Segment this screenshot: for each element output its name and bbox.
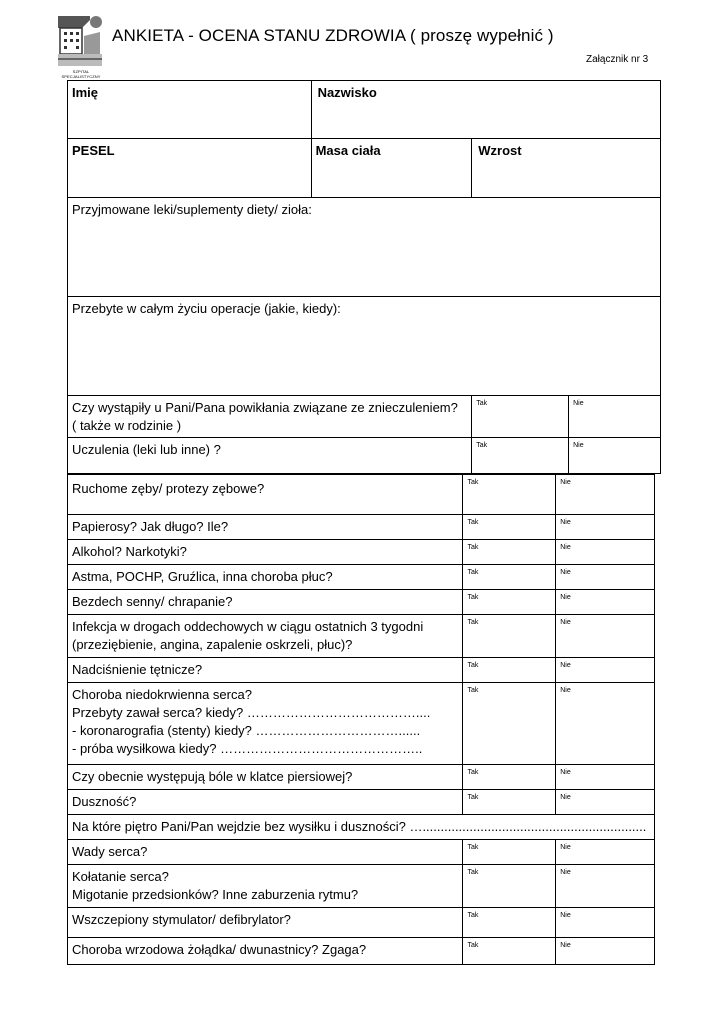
no-checkbox[interactable]: Nie <box>556 790 655 815</box>
page-title: ANKIETA - OCENA STANU ZDROWIA ( proszę wypełnić ) <box>112 26 554 45</box>
question-text: Duszność? <box>72 794 137 809</box>
weight-field[interactable] <box>311 139 472 198</box>
question-text: (przeziębienie, angina, zapalenie oskrzeli, płuc)? <box>72 637 353 652</box>
question-text: Choroba wrzodowa żołądka/ dwunastnicy? Zgaga? <box>72 942 367 957</box>
no-checkbox[interactable]: Nie <box>569 438 661 474</box>
no-checkbox[interactable]: Nie <box>556 515 655 540</box>
no-checkbox[interactable]: Nie <box>556 865 655 908</box>
yes-checkbox[interactable]: Tak <box>463 790 556 815</box>
question-stairs[interactable] <box>68 815 655 840</box>
question-respiratory-infection <box>68 615 463 658</box>
personal-data-table <box>67 80 661 474</box>
yes-checkbox[interactable]: Tak <box>463 765 556 790</box>
question-allergies <box>68 438 472 474</box>
last-name-field[interactable] <box>311 81 660 139</box>
yes-checkbox[interactable]: Tak <box>463 565 556 590</box>
question-ulcer <box>68 938 463 965</box>
yes-checkbox[interactable]: Tak <box>463 590 556 615</box>
question-alcohol <box>68 540 463 565</box>
question-text: Alkohol? Narkotyki? <box>72 544 187 559</box>
question-text: Na które piętro Pani/Pan wejdzie bez wysiłku i duszności? ….............................................................. <box>72 819 647 834</box>
question-chest-pain <box>68 765 463 790</box>
no-checkbox[interactable]: Nie <box>556 658 655 683</box>
question-text: Kołatanie serca? <box>72 869 169 884</box>
surgeries-field[interactable] <box>68 297 661 396</box>
yes-checkbox[interactable]: Tak <box>463 865 556 908</box>
question-dyspnea <box>68 790 463 815</box>
yes-checkbox[interactable]: Tak <box>463 938 556 965</box>
first-name-field[interactable] <box>68 81 312 139</box>
yes-checkbox[interactable]: Tak <box>463 908 556 938</box>
question-text: Uczulenia (leki lub inne) ? <box>72 442 221 457</box>
yes-checkbox[interactable]: Tak <box>472 396 569 438</box>
question-text: Astma, POCHP, Gruźlica, inna choroba płuc? <box>72 569 333 584</box>
question-text: Czy obecnie występują bóle w klatce piersiowej? <box>72 769 353 784</box>
question-text: - próba wysiłkowa kiedy? ……………………………………….. <box>72 741 423 756</box>
health-questions-table <box>67 474 655 965</box>
yes-checkbox[interactable]: Tak <box>463 683 556 765</box>
yes-checkbox[interactable]: Tak <box>472 438 569 474</box>
question-smoking <box>68 515 463 540</box>
question-hypertension <box>68 658 463 683</box>
no-checkbox[interactable]: Nie <box>556 475 655 515</box>
question-text: Nadciśnienie tętnicze? <box>72 662 203 677</box>
weight-label: Masa ciała <box>315 143 381 158</box>
last-name-label: Nazwisko <box>317 85 377 100</box>
yes-checkbox[interactable]: Tak <box>463 475 556 515</box>
question-text: Czy wystąpiły u Pani/Pana powikłania związane ze znieczuleniem? <box>72 400 458 415</box>
question-text: Przebyty zawał serca? kiedy? ………………………………….... <box>72 705 431 720</box>
first-name-label: Imię <box>72 85 99 100</box>
question-pacemaker <box>68 908 463 938</box>
question-text: Infekcja w drogach oddechowych w ciągu ostatnich 3 tygodni <box>72 619 424 634</box>
no-checkbox[interactable]: Nie <box>556 840 655 865</box>
height-field[interactable] <box>472 139 661 198</box>
yes-checkbox[interactable]: Tak <box>463 540 556 565</box>
question-text: - koronarografia (stenty) kiedy? ……………………………...... <box>72 723 421 738</box>
no-checkbox[interactable]: Nie <box>556 938 655 965</box>
question-text: Migotanie przedsionków? Inne zaburzenia rytmu? <box>72 887 359 902</box>
no-checkbox[interactable]: Nie <box>556 540 655 565</box>
yes-checkbox[interactable]: Tak <box>463 615 556 658</box>
no-checkbox[interactable]: Nie <box>556 565 655 590</box>
yes-checkbox[interactable]: Tak <box>463 658 556 683</box>
question-heart-defects <box>68 840 463 865</box>
height-label: Wzrost <box>478 143 522 158</box>
question-text: Papierosy? Jak długo? Ile? <box>72 519 229 534</box>
question-arrhythmia <box>68 865 463 908</box>
question-text: Wady serca? <box>72 844 148 859</box>
pesel-field[interactable] <box>68 139 312 198</box>
question-text: Bezdech senny/ chrapanie? <box>72 594 233 609</box>
question-dentures <box>68 475 463 515</box>
pesel-label: PESEL <box>72 143 115 158</box>
medications-label: Przyjmowane leki/suplementy diety/ zioła: <box>72 202 312 217</box>
question-sleep-apnea <box>68 590 463 615</box>
question-heart-disease <box>68 683 463 765</box>
no-checkbox[interactable]: Nie <box>569 396 661 438</box>
yes-checkbox[interactable]: Tak <box>463 515 556 540</box>
hospital-logo <box>56 14 104 76</box>
question-text: ( także w rodzinie ) <box>72 418 182 433</box>
question-text: Wszczepiony stymulator/ defibrylator? <box>72 912 291 927</box>
question-lung-disease <box>68 565 463 590</box>
question-text: Ruchome zęby/ protezy zębowe? <box>72 481 265 496</box>
no-checkbox[interactable]: Nie <box>556 590 655 615</box>
no-checkbox[interactable]: Nie <box>556 908 655 938</box>
attachment-label: Załącznik nr 3 <box>586 54 649 65</box>
question-text: Choroba niedokrwienna serca? <box>72 687 252 702</box>
no-checkbox[interactable]: Nie <box>556 615 655 658</box>
no-checkbox[interactable]: Nie <box>556 683 655 765</box>
no-checkbox[interactable]: Nie <box>556 765 655 790</box>
surgeries-label: Przebyte w całym życiu operacje (jakie, kiedy): <box>72 301 341 316</box>
logo-caption: SZPITAL SPECJALISTYCZNY <box>61 69 101 79</box>
yes-checkbox[interactable]: Tak <box>463 840 556 865</box>
medications-field[interactable] <box>68 198 661 297</box>
question-anesthesia <box>68 396 472 438</box>
